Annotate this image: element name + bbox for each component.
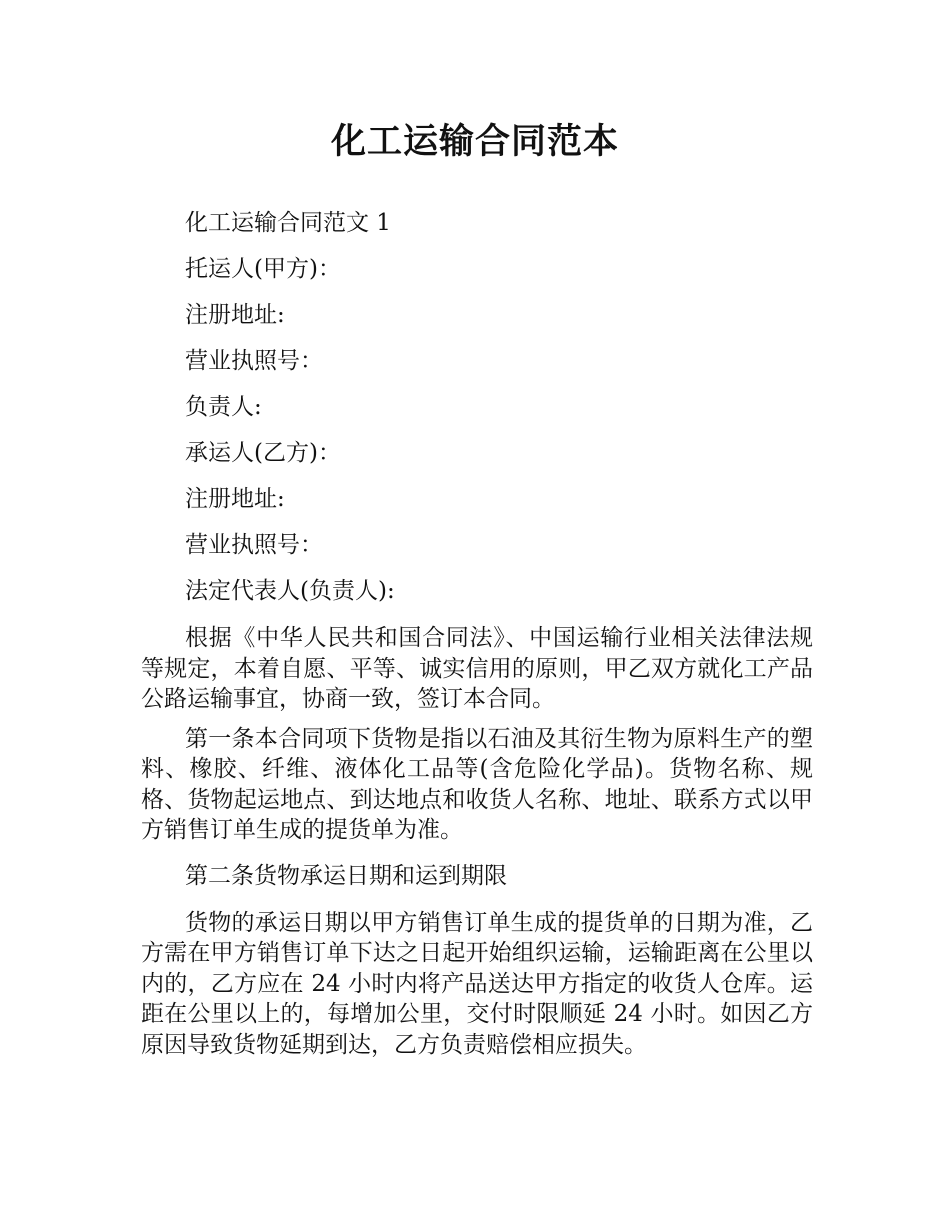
carrier-license-label: 营业执照号：	[185, 532, 323, 558]
carrier-address-label: 注册地址:	[185, 486, 285, 512]
document-body	[141, 200, 813, 1067]
carrier-representative-label: 法定代表人(负责人):	[185, 578, 395, 604]
article-2-heading: 第二条货物承运日期和运到期限	[185, 862, 507, 889]
article-1-paragraph: 第一条本合同项下货物是指以石油及其衍生物为原料生产的塑料、橡胶、纤维、液体化工品等(含危险化学品)。货物名称、规格、货物起运地点、到达地点和收货人名称、地址、联系方式以甲方销售订单生成的提货单为准。	[141, 725, 813, 843]
document-title: 化工运输合同范本	[330, 122, 619, 162]
shipper-label: 托运人(甲方)：	[185, 256, 341, 282]
contract-subtitle: 化工运输合同范文 1	[185, 210, 391, 236]
intro-paragraph: 根据《中华人民共和国合同法》、中国运输行业相关法律法规等规定，本着自愿、平等、诚实信用的原则，甲乙双方就化工产品公路运输事宜，协商一致，签订本合同。	[141, 625, 813, 712]
shipper-address-label: 注册地址:	[185, 302, 285, 328]
shipper-license-label: 营业执照号：	[185, 348, 323, 374]
shipper-person-label: 负责人:	[185, 394, 262, 420]
carrier-label: 承运人(乙方)：	[185, 440, 341, 466]
article-2-paragraph: 货物的承运日期以甲方销售订单生成的提货单的日期为准，乙方需在甲方销售订单下达之日起开始组织运输，运输距离在公里以内的，乙方应在 24 小时内将产品送达甲方指定的收货人仓库。运距在公里以上的，每增加公里，交付时限顺延 24 小时。如因乙方原因导致货物延期到达，乙方负责赔偿相应损失。	[141, 909, 813, 1058]
